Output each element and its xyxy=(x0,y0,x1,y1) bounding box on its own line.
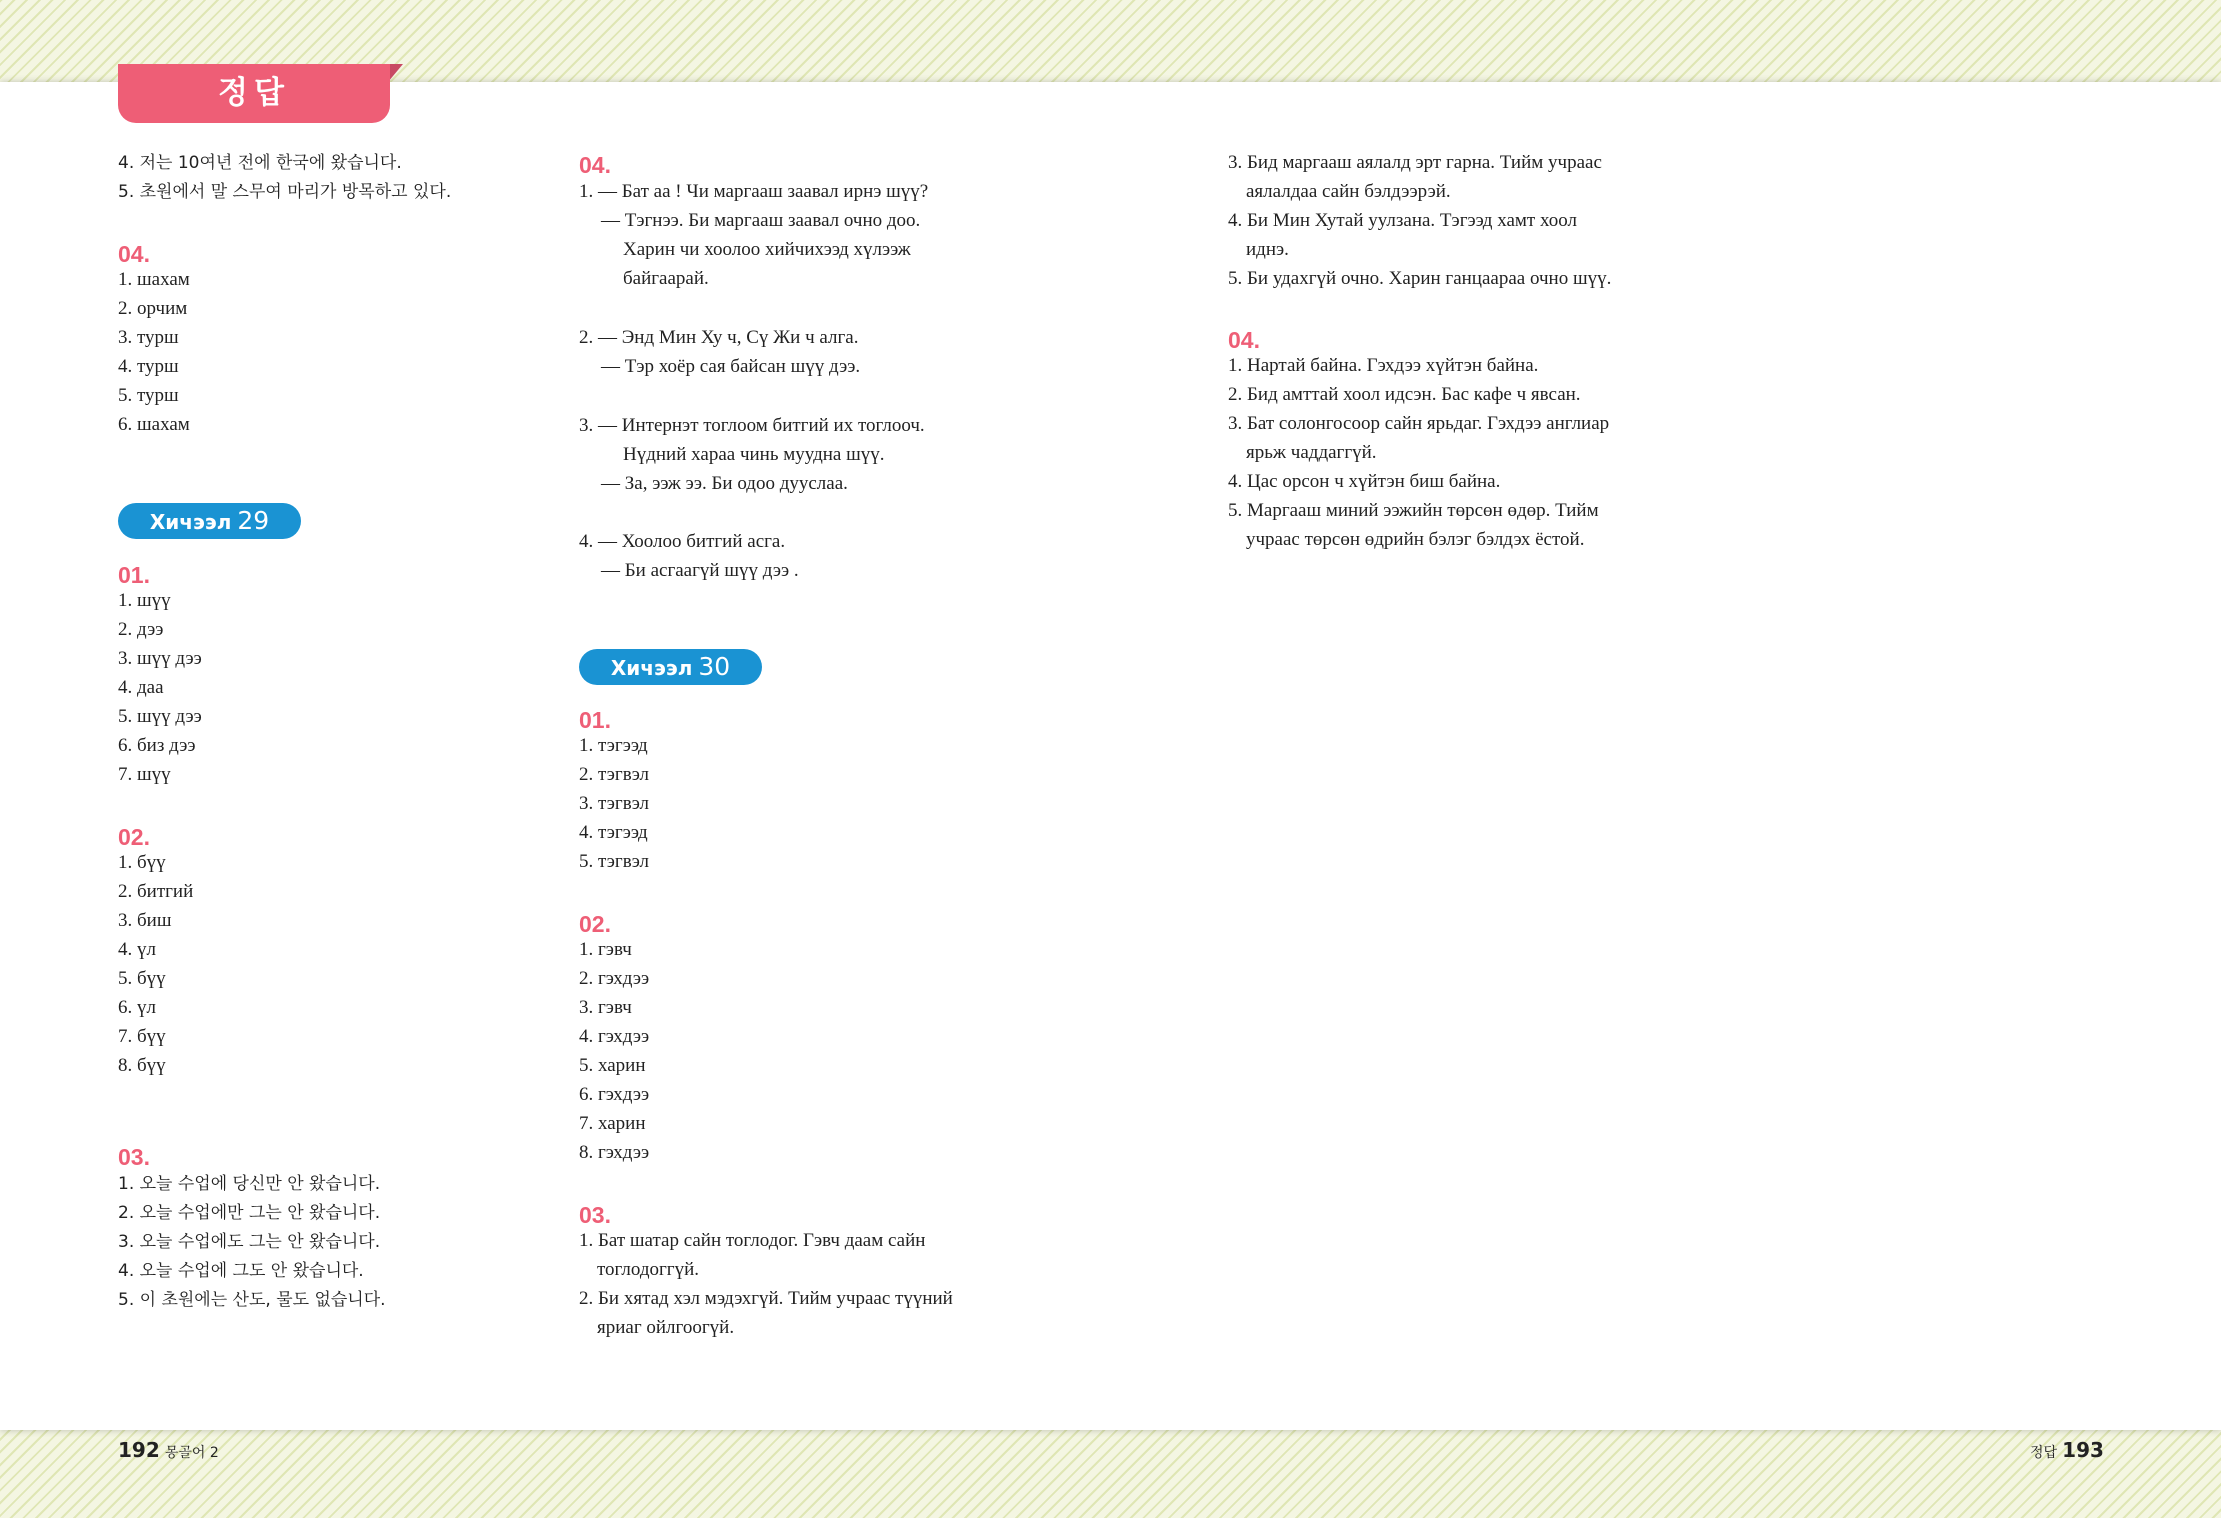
dialog-line: Харин чи хоолоо хийчихээд хүлээж xyxy=(623,239,911,260)
answer-item: 3. шүү дээ xyxy=(118,648,202,669)
section-heading: 02. xyxy=(118,824,150,850)
answer-item: 3. биш xyxy=(118,910,172,931)
dialog-line: 1. — Бат аа ! Чи маргааш заавал ирнэ шүү? xyxy=(579,181,929,202)
section-heading: 02. xyxy=(579,911,611,937)
lesson-number: 30 xyxy=(698,652,731,681)
answer-item: яриаг ойлгоогүй. xyxy=(597,1317,735,1338)
answer-tab: 정답 xyxy=(118,64,390,123)
answer-item: 7. бүү xyxy=(118,1026,166,1047)
dialog-line: — Би асгаагүй шүү дээ . xyxy=(601,560,799,581)
answer-item: аялалдаа сайн бэлдээрэй. xyxy=(1246,181,1451,202)
lesson-word: Хичээл xyxy=(610,656,693,680)
answer-item: иднэ. xyxy=(1246,239,1289,260)
answer-item: 4. гэхдээ xyxy=(579,1026,650,1047)
dialog-line: — Тэгнээ. Би маргааш заавал очно доо. xyxy=(601,210,921,231)
answer-item: тоглодоггүй. xyxy=(597,1259,699,1280)
answer-item: 1. 오늘 수업에 당신만 안 왔습니다. xyxy=(118,1174,381,1194)
lesson-number: 29 xyxy=(237,506,270,535)
answer-item: 1. Бат шатар сайн тоглодог. Гэвч даам сайн xyxy=(579,1230,926,1251)
answer-item: 6. үл xyxy=(118,997,156,1018)
answer-item: 2. орчим xyxy=(118,298,188,319)
answer-item: 5. турш xyxy=(118,385,179,406)
page-number-right: 193 xyxy=(2062,1438,2104,1462)
answer-item: 6. шахам xyxy=(118,414,190,435)
answer-item: 3. Бид маргааш аялалд эрт гарна. Тийм учраас xyxy=(1228,152,1602,173)
answer-item: 8. гэхдээ xyxy=(579,1142,650,1163)
answer-item: 4. Цас орсон ч хүйтэн биш байна. xyxy=(1228,471,1501,492)
answer-item: 3. Бат солонгосоор сайн ярьдаг. Гэхдээ англиар xyxy=(1228,413,1610,434)
answer-item: ярьж чаддаггүй. xyxy=(1246,442,1377,463)
answer-item: 6. гэхдээ xyxy=(579,1084,650,1105)
dialog-line: 3. — Интернэт тоглоом битгий их тоглооч. xyxy=(579,415,925,436)
answer-item: 2. 오늘 수업에만 그는 안 왔습니다. xyxy=(118,1203,381,1223)
answer-item: 2. тэгвэл xyxy=(579,764,649,785)
answer-item: 2. битгий xyxy=(118,881,194,902)
answer-item: 7. шүү xyxy=(118,764,171,785)
footer-left xyxy=(118,1438,219,1462)
dialog-line: — Тэр хоёр сая байсан шүү дээ. xyxy=(601,356,861,377)
answer-item: 1. тэгээд xyxy=(579,735,648,756)
answer-item: 4. турш xyxy=(118,356,179,377)
answer-item: 8. бүү xyxy=(118,1055,166,1076)
answer-item: 5. Би удахгүй очно. Харин ганцаараа очно шүү. xyxy=(1228,268,1612,289)
dialog-line: — За, ээж ээ. Би одоо дууслаа. xyxy=(601,473,848,494)
section-heading: 01. xyxy=(579,707,611,733)
answer-item: 3. гэвч xyxy=(579,997,632,1018)
answer-item: 3. 오늘 수업에도 그는 안 왔습니다. xyxy=(118,1232,381,1252)
answer-item: 5. шүү дээ xyxy=(118,706,202,727)
dialog-line: 4. — Хоолоо битгий асга. xyxy=(579,531,786,552)
answer-item: 5. харин xyxy=(579,1055,646,1076)
answer-item: 4. тэгээд xyxy=(579,822,648,843)
answer-item: 7. харин xyxy=(579,1113,646,1134)
lesson-word: Хичээл xyxy=(149,510,232,534)
answer-item: 4. үл xyxy=(118,939,156,960)
answer-item: 4. Би Мин Хутай уулзана. Тэгээд хамт хоол xyxy=(1228,210,1577,231)
section-heading: 03. xyxy=(118,1144,150,1170)
intro-line: 5. 초원에서 말 스무여 마리가 방목하고 있다. xyxy=(118,182,452,202)
answer-item: 3. турш xyxy=(118,327,179,348)
lesson-badge xyxy=(118,503,301,539)
answer-item: 5. Маргааш миний ээжийн төрсөн өдөр. Тийм xyxy=(1228,500,1599,521)
lesson-badge xyxy=(579,649,762,685)
answer-item: 1. шахам xyxy=(118,269,190,290)
answer-item: 2. Би хятад хэл мэдэхгүй. Тийм учраас түүний xyxy=(579,1288,953,1309)
section-heading: 01. xyxy=(118,562,150,588)
book-spread xyxy=(0,82,2221,1430)
answer-item: 4. даа xyxy=(118,677,164,698)
section-label: 정답 xyxy=(2030,1445,2058,1461)
tab-ear xyxy=(388,64,403,82)
section-heading: 04. xyxy=(579,152,611,178)
intro-line: 4. 저는 10여년 전에 한국에 왔습니다. xyxy=(118,153,402,173)
answer-item: 1. бүү xyxy=(118,852,166,873)
section-heading: 04. xyxy=(118,241,150,267)
section-heading: 04. xyxy=(1228,327,1260,353)
dialog-line: байгаарай. xyxy=(623,268,709,289)
book-title: 몽골어 2 xyxy=(164,1445,219,1461)
dialog-line: 2. — Энд Мин Ху ч, Сү Жи ч алга. xyxy=(579,327,859,348)
dialog-line: Нүдний хараа чинь муудна шүү. xyxy=(623,444,885,465)
answer-item: 2. Бид амттай хоол идсэн. Бас кафе ч явсан. xyxy=(1228,384,1581,405)
answer-item: 6. биз дээ xyxy=(118,735,196,756)
footer-right xyxy=(2030,1438,2104,1462)
answer-item: 2. гэхдээ xyxy=(579,968,650,989)
answer-item: 5. 이 초원에는 산도, 물도 없습니다. xyxy=(118,1290,386,1310)
answer-item: 5. тэгвэл xyxy=(579,851,649,872)
answer-item: 5. бүү xyxy=(118,968,166,989)
answer-item: 1. шүү xyxy=(118,590,171,611)
answer-item: 4. 오늘 수업에 그도 안 왔습니다. xyxy=(118,1261,364,1281)
answer-item: 1. Нартай байна. Гэхдээ хүйтэн байна. xyxy=(1228,355,1539,376)
section-heading: 03. xyxy=(579,1202,611,1228)
answer-item: 2. дээ xyxy=(118,619,164,640)
page-number-left: 192 xyxy=(118,1438,160,1462)
answer-item: 1. гэвч xyxy=(579,939,632,960)
answer-item: 3. тэгвэл xyxy=(579,793,649,814)
answer-item: учраас төрсөн өдрийн бэлэг бэлдэх ёстой. xyxy=(1246,529,1585,550)
